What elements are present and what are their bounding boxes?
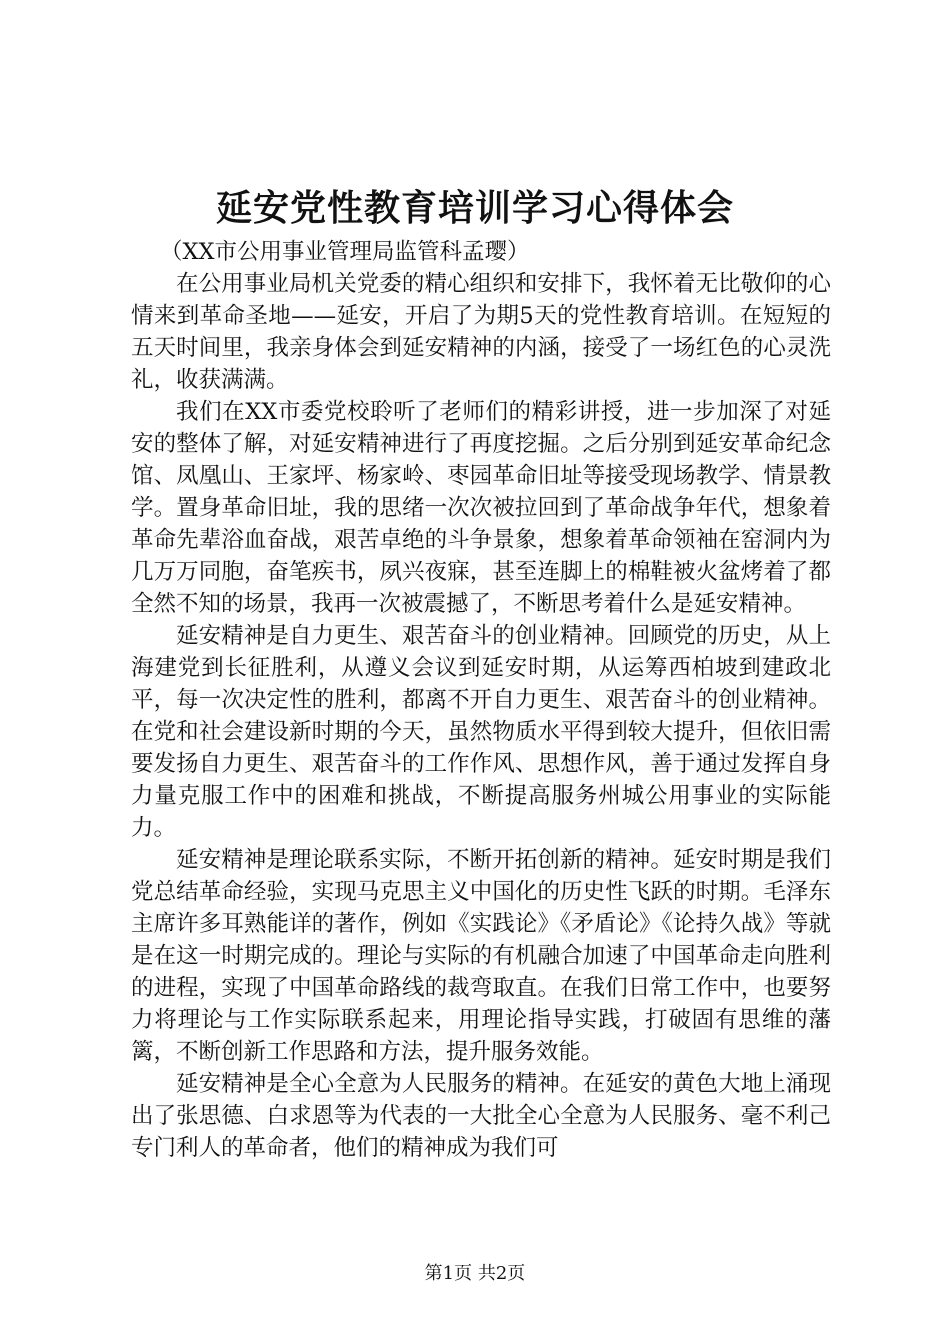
paragraph-4: 延安精神是理论联系实际，不断开拓创新的精神。延安时期是我们党总结革命经验，实现马克思主义中国化的历史性飞跃的时期。毛泽东主席许多耳熟能详的著作，例如《实践论》《矛盾论》《论持久战》等就是在这一时期完成的。理论与实际的有机融合加速了中国革命走向胜利的进程，实现了中国革命路线的裁弯取直。在我们日常工作中，也要努力将理论与工作实际联系起来，用理论指导实践，打破固有思维的藩篱，不断创新工作思路和方法，提升服务效能。 (131, 847, 831, 1065)
paragraph-3: 延安精神是自力更生、艰苦奋斗的创业精神。回顾党的历史，从上海建党到长征胜利，从遵义会议到延安时期，从运筹西柏坡到建政北平，每一次决定性的胜利，都离不开自力更生、艰苦奋斗的创业精神。在党和社会建设新时期的今天，虽然物质水平得到较大提升，但依旧需要发扬自力更生、艰苦奋斗的工作作风、思想作风，善于通过发挥自身力量克服工作中的困难和挑战，不断提高服务州城公用事业的实际能力。 (131, 623, 831, 841)
page-number-footer: 第1页 共2页 (424, 1263, 526, 1284)
document-body (131, 268, 831, 1164)
author-line: （XX市公用事业管理局监管科孟璎） (160, 239, 530, 265)
paragraph-2: 我们在XX市委党校聆听了老师们的精彩讲授，进一步加深了对延安的整体了解，对延安精神进行了再度挖掘。之后分别到延安革命纪念馆、凤凰山、王家坪、杨家岭、枣园革命旧址等接受现场教学、情景教学。置身革命旧址，我的思绪一次次被拉回到了革命战争年代，想象着革命先辈浴血奋战，艰苦卓绝的斗争景象，想象着革命领袖在窑洞内为几万万同胞，奋笔疾书，夙兴夜寐，甚至连脚上的棉鞋被火盆烤着了都全然不知的场景，我再一次被震撼了，不断思考着什么是延安精神。 (131, 399, 831, 617)
document-title: 延安党性教育培训学习心得体会 (215, 187, 734, 229)
paragraph-5: 延安精神是全心全意为人民服务的精神。在延安的黄色大地上涌现出了张思德、白求恩等为代表的一大批全心全意为人民服务、毫不利己专门利人的革命者，他们的精神成为我们可 (131, 1071, 831, 1161)
paragraph-1: 在公用事业局机关党委的精心组织和安排下，我怀着无比敬仰的心情来到革命圣地——延安，开启了为期5天的党性教育培训。在短短的五天时间里，我亲身体会到延安精神的内涵，接受了一场红色的心灵洗礼，收获满满。 (131, 271, 831, 393)
